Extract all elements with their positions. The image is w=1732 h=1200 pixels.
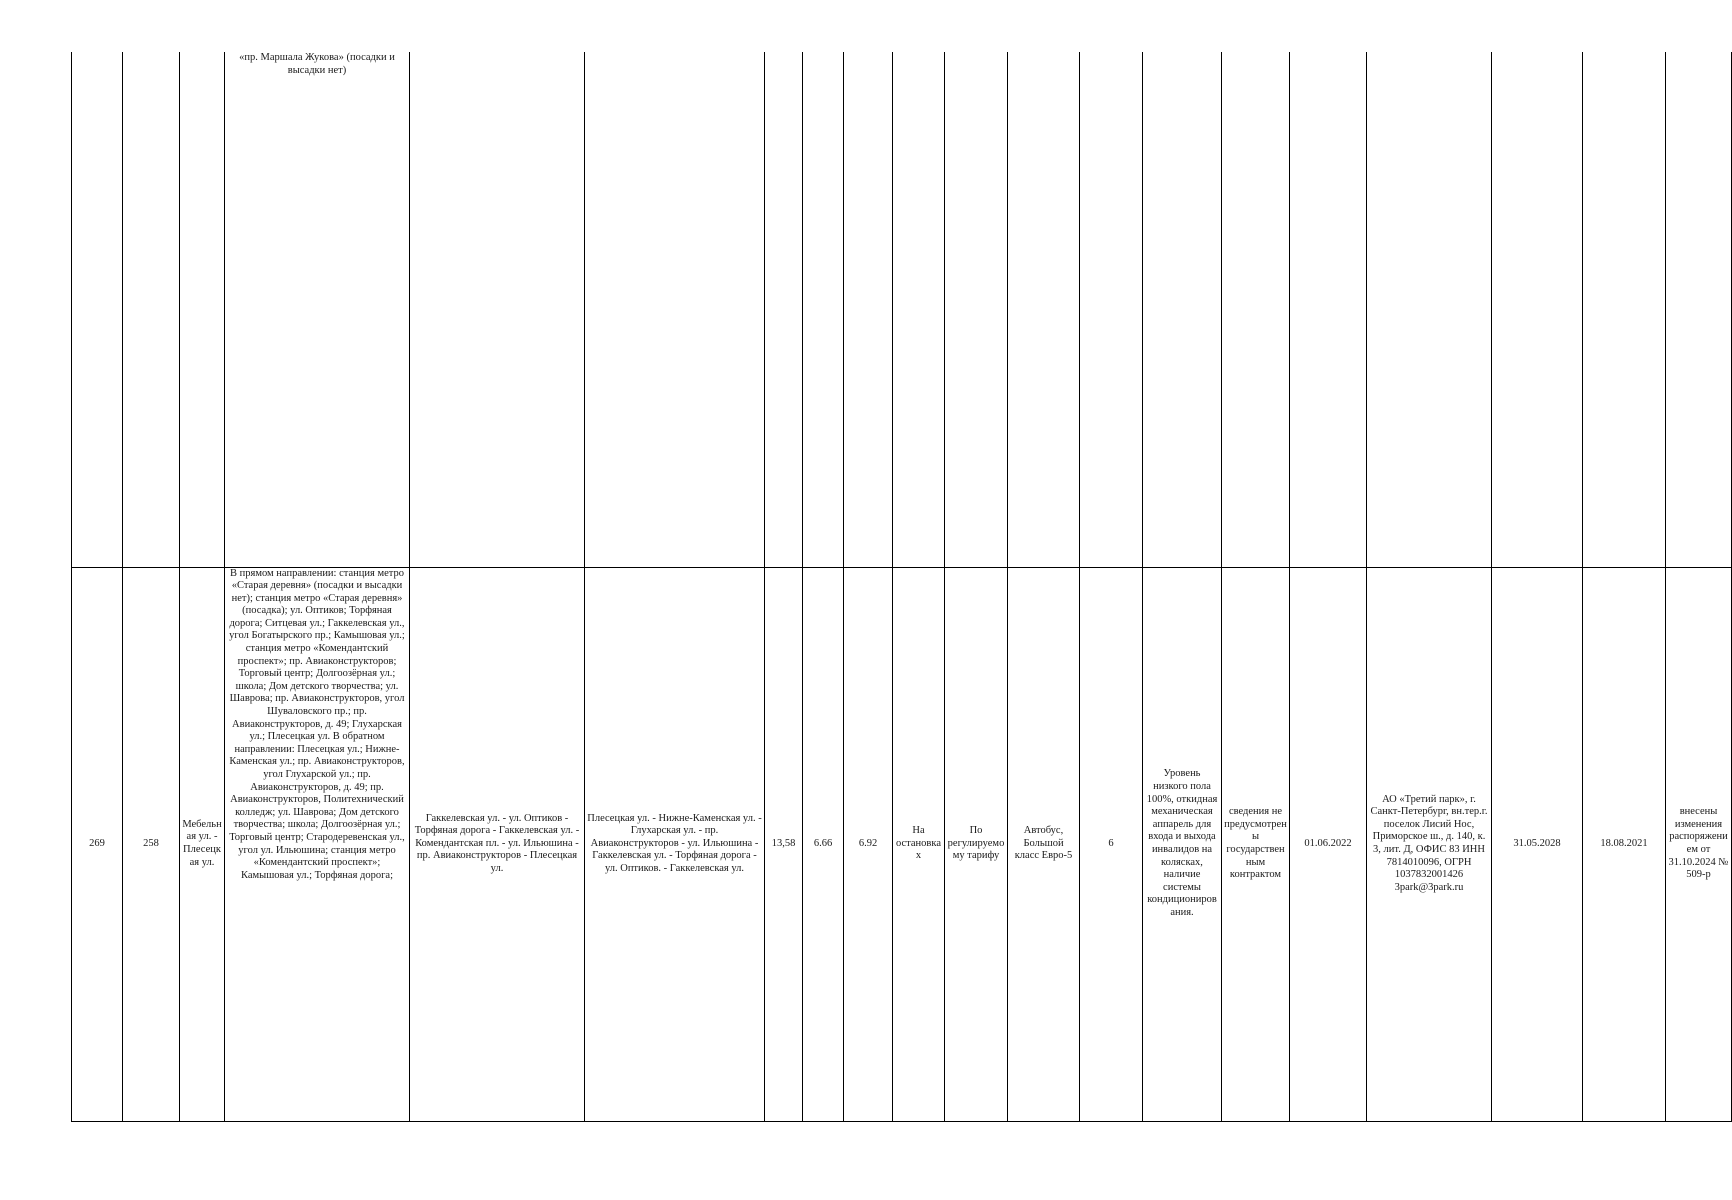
cell-streets-forward: Гаккелевская ул. - ул. Оптиков - Торфяная дорога - Гаккелевская ул. - Комендантская пл. - ул. Ильюшина - пр. Авиаконструкторов - Плесецкая ул.	[410, 567, 585, 1121]
cell-carrier	[1367, 52, 1492, 567]
cell-carrier: АО «Третий парк», г. Санкт-Петербург, вн.тер.г. поселок Лисий Нос, Приморское ш., д. 140, к. 3, лит. Д, ОФИС 83 ИНН 7814010096, ОГРН 1037832001426 3park@3park.ru	[1367, 567, 1492, 1121]
cell-vehicle	[1008, 52, 1080, 567]
cell-tariff	[945, 52, 1008, 567]
cell-vehicle-count	[1080, 52, 1143, 567]
cell-start-date	[1290, 52, 1367, 567]
cell-route-name	[180, 52, 225, 567]
cell-contract-info: сведения не предусмотрены государственным контрактом	[1222, 567, 1290, 1121]
cell-vehicle-count: 6	[1080, 567, 1143, 1121]
stops-tail-text: «пр. Маршала Жукова» (посадки и высадки нет)	[239, 52, 395, 76]
cell-length-forward	[803, 52, 844, 567]
cell-notes: внесены изменения распоряжением от 31.10.2024 № 509-р	[1666, 567, 1732, 1121]
cell-end-date	[1492, 52, 1583, 567]
table-row-route-258	[72, 567, 1732, 1121]
cell-vehicle: Автобус, Большой класс Евро-5	[1008, 567, 1080, 1121]
cell-streets-backward: Плесецкая ул. - Нижне-Каменская ул. - Глухарская ул. - пр. Авиаконструкторов - ул. Ильюшина - Гаккелевская ул. - Торфяная дорога - ул. Оптиков. - Гаккелевская ул.	[585, 567, 765, 1121]
cell-route-name: Мебельная ул. - Плесецкая ул.	[180, 567, 225, 1121]
cell-contract-info	[1222, 52, 1290, 567]
cell-streets-backward	[585, 52, 765, 567]
cell-notes	[1666, 52, 1732, 567]
cell-route-number	[123, 52, 180, 567]
cell-length-total: 13,58	[765, 567, 803, 1121]
cell-decision-date: 18.08.2021	[1583, 567, 1666, 1121]
cell-streets-forward	[410, 52, 585, 567]
cell-stops	[225, 52, 410, 567]
cell-boarding	[893, 52, 945, 567]
cell-decision-date	[1583, 52, 1666, 567]
cell-stops: В прямом направлении: станция метро «Старая деревня» (посадки и высадки нет); станция метро «Старая деревня» (посадка); ул. Оптиков; Торфяная дорога; Ситцевая ул.; Гаккелевская ул., угол Богатырского пр.; Камышовая ул.; станция метро «Комендантский проспект»; пр. Авиаконструкторов; Торговый центр; Долгоозёрная ул.; школа; Дом детского творчества; ул. Шаврова; пр. Авиаконструкторов, угол Шуваловского пр.; пр. Авиаконструкторов, д. 49; Глухарская ул.; Плесецкая ул. В обратном направлении: Плесецкая ул.; Нижне-Каменская ул.; пр. Авиаконструкторов, угол Глухарской ул.; пр. Авиаконструкторов, д. 49; пр. Авиаконструкторов, Политехнический колледж; ул. Шаврова; Дом детского творчества; школа; Долгоозёрная ул.; Торговый центр; Стародеревенская ул., угол ул. Ильюшина; станция метро «Комендантский проспект»; Камышовая ул.; Торфяная дорога;	[225, 567, 410, 1121]
cell-length-backward	[844, 52, 893, 567]
cell-boarding: На остановках	[893, 567, 945, 1121]
cell-route-number: 258	[123, 567, 180, 1121]
cell-characteristics	[1143, 52, 1222, 567]
cell-characteristics: Уровень низкого пола 100%, откидная механическая аппарель для входа и выхода инвалидов на колясках, наличие системы кондиционирования.	[1143, 567, 1222, 1121]
cell-length-backward: 6.92	[844, 567, 893, 1121]
cell-length-total	[765, 52, 803, 567]
cell-end-date: 31.05.2028	[1492, 567, 1583, 1121]
cell-start-date: 01.06.2022	[1290, 567, 1367, 1121]
cell-tariff: По регулируемому тарифу	[945, 567, 1008, 1121]
cell-reg-number	[72, 52, 123, 567]
table-row-continuation	[72, 52, 1732, 567]
cell-length-forward: 6.66	[803, 567, 844, 1121]
route-register-table	[71, 52, 1732, 1122]
cell-reg-number: 269	[72, 567, 123, 1121]
